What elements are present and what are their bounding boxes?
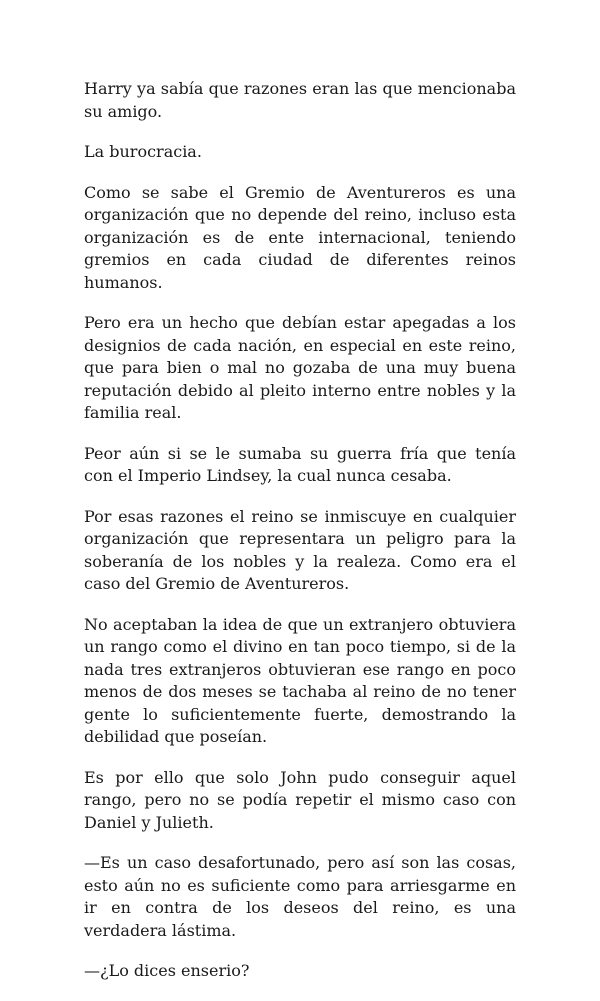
paragraph: Es por ello que solo John pudo conseguir aquel rango, pero no se podía repetir el mismo caso con Daniel y Julieth. — [84, 767, 516, 832]
paragraph: No aceptaban la idea de que un extranjero obtuviera un rango como el divino en tan poco tiempo, si de la nada tres extranjeros obtuvieran ese rango en poco menos de dos meses se tachaba al reino de no tener gente lo suficientemente fuerte, demostrando la debilidad que poseían. — [84, 614, 516, 746]
paragraph: Como se sabe el Gremio de Aventureros es una organización que no depende del reino, incluso esta organización es de ente internacional, teniendo gremios en cada ciudad de diferentes reinos humanos. — [84, 182, 516, 292]
paragraph: Harry ya sabía que razones eran las que mencionaba su amigo. — [84, 79, 516, 121]
paragraph: Peor aún si se le sumaba su guerra fría que tenía con el Imperio Lindsey, la cual nunca cesaba. — [84, 443, 516, 485]
dialogue-paragraph: —¿Lo dices enserio? — [84, 961, 250, 980]
dialogue-paragraph: —Es un caso desafortunado, pero así son las cosas, esto aún no es suficiente como para arriesgarme en ir en contra de los deseos del reino, es una verdadera lástima. — [84, 853, 516, 940]
paragraph: Pero era un hecho que debían estar apegadas a los designios de cada nación, en especial en este reino, que para bien o mal no gozaba de una muy buena reputación debido al pleito interno entre nobles y la familia real. — [84, 313, 516, 422]
paragraph: Por esas razones el reino se inmiscuye en cualquier organización que representara un peligro para la soberanía de los nobles y la realeza. Como era el caso del Gremio de Aventureros. — [84, 506, 516, 593]
book-page-text — [84, 78, 516, 1001]
paragraph: La burocracia. — [84, 142, 202, 161]
